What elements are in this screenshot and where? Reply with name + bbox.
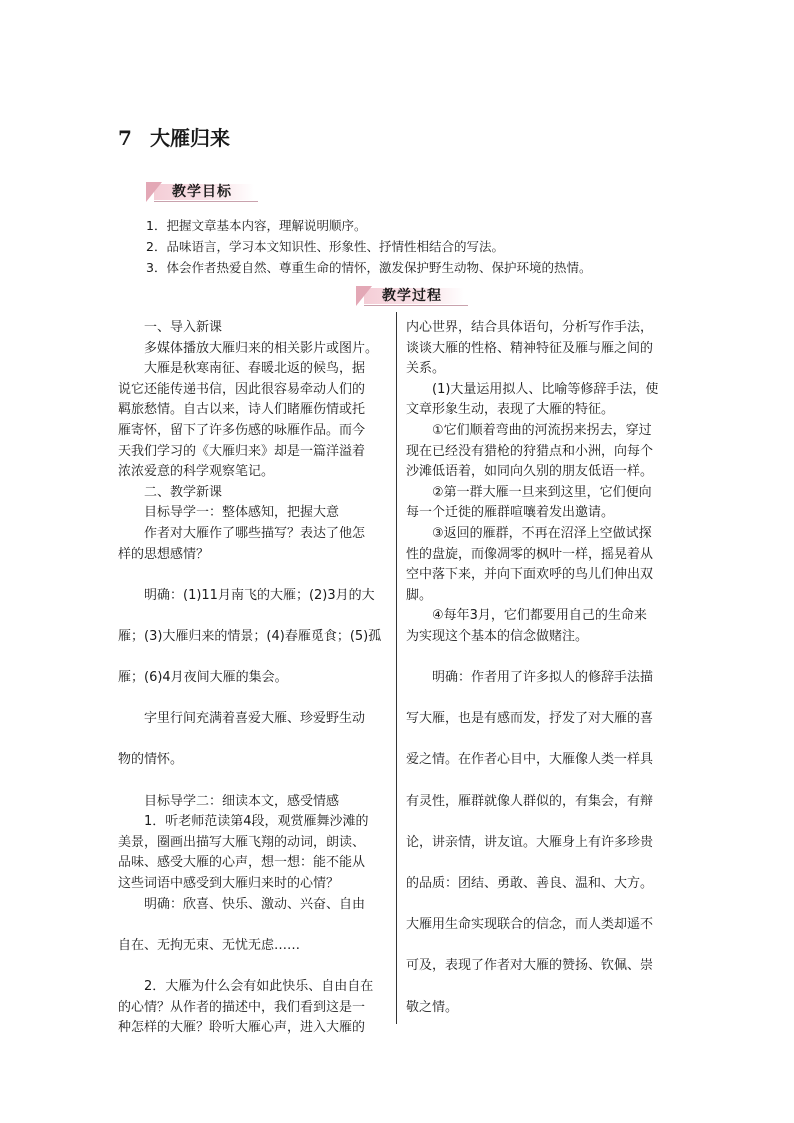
line-gap (406, 689, 682, 710)
line-gap (406, 648, 682, 669)
text-line: 每一个迁徙的雁群喧嚷着发出邀请。 (406, 505, 615, 521)
text-line: ①它们顺着弯曲的河流拐来拐去，穿过 (432, 422, 652, 438)
goal-item: 1．把握文章基本内容，理解说明顺序。 (146, 218, 367, 233)
left-column (118, 318, 388, 1039)
process-header: 教学过程 (382, 288, 442, 304)
line-gap (406, 853, 682, 874)
goal-item: 2．品味语言，学习本文知识性、形象性、抒情性相结合的写法。 (146, 239, 504, 254)
text-line: 爱之情。在作者心目中，大雁像人类一样具 (406, 752, 654, 768)
text-line: 论，讲亲情，讲友谊。大雁身上有许多珍贵 (406, 834, 654, 850)
text-line: 大雁用生命实现联合的信念，而人类却遥不 (406, 917, 654, 933)
line-gap (118, 730, 388, 751)
text-line: 现在已经没有猎枪的狩猎点和小洲，向每个 (406, 443, 654, 459)
text-line: (1)大量运用拟人、比喻等修辞手法，使 (432, 381, 659, 397)
text-line: 明确：欣喜、快乐、激动、兴奋、自由 (144, 896, 366, 912)
text-line: 多媒体播放大雁归来的相关影片或图片。 (144, 340, 379, 356)
line-gap (118, 565, 388, 586)
text-line: 可及，表现了作者对大雁的赞扬、钦佩、崇 (406, 958, 654, 974)
text-line: 目标导学二：细读本文，感受情感 (144, 793, 340, 809)
right-column (406, 318, 682, 1018)
line-gap (406, 895, 682, 916)
text-line: ④每年3月，它们都要用自己的生命来 (432, 608, 647, 624)
text-line: 1．听老师范读第4段，观赏雁舞沙滩的 (144, 814, 369, 830)
text-line: 内心世界，结合具体语句，分析写作手法， (406, 320, 654, 335)
text-line: 2．大雁为什么会有如此快乐、自由自在 (144, 979, 374, 994)
text-line: 种怎样的大雁？聆听大雁心声，进入大雁的 (118, 1020, 366, 1036)
text-line: 浓浓爱意的科学观察笔记。 (118, 464, 275, 480)
text-line: 美景，圈画出描写大雁飞翔的动词，朗读、 (118, 834, 366, 850)
column-divider (396, 312, 397, 1024)
line-gap (406, 977, 682, 998)
text-line: 雁；(3)大雁归来的情景；(4)春雁觅食；(5)孤 (118, 628, 382, 644)
text-line: 字里行间充满着喜爱大雁、珍爱野生动 (144, 711, 366, 727)
line-gap (118, 689, 388, 710)
line-gap (118, 956, 388, 977)
text-line: 雁寄怀，留下了许多伤感的咏雁作品。而今 (118, 422, 366, 438)
text-line: 文章形象生动，表现了大雁的特征。 (406, 402, 615, 418)
text-line: 一、导入新课 (144, 320, 223, 335)
text-line: ②第一群大雁一旦来到这里，它们便向 (432, 484, 652, 500)
text-line: 物的情怀。 (118, 752, 184, 768)
text-line: ③返回的雁群，不再在沼泽上空做试探 (432, 525, 652, 541)
text-line: 沙滩低语着，如同向久别的朋友低语一样。 (406, 464, 654, 480)
line-gap (118, 648, 388, 669)
text-line: 明确：作者用了许多拟人的修辞手法描 (432, 670, 654, 686)
text-line: 这些词语中感受到大雁归来时的心情？ (118, 876, 340, 892)
text-line: 羁旅愁情。自古以来，诗人们睹雁伤情或托 (118, 402, 366, 418)
lesson-title (118, 122, 230, 151)
text-line: 空中落下来，并向下面欢呼的鸟儿们伸出双 (406, 567, 654, 583)
text-line: 天我们学习的《大雁归来》却是一篇洋溢着 (118, 443, 366, 459)
line-gap (406, 812, 682, 833)
text-line: 的品质：团结、勇敢、善良、温和、大方。 (406, 876, 654, 892)
process-banner (356, 286, 466, 306)
text-line: 作者对大雁作了哪些描写？表达了他怎 (144, 525, 366, 541)
text-line: 谈谈大雁的性格、精神特征及雁与雁之间的 (406, 340, 654, 356)
text-line: 说它还能传递书信，因此很容易牵动人们的 (118, 381, 366, 397)
banner-triangle (356, 286, 372, 306)
text-line: 写大雁，也是有感而发，抒发了对大雁的喜 (406, 711, 654, 727)
text-line: 敬之情。 (406, 999, 459, 1015)
line-gap (406, 936, 682, 957)
text-line: 目标导学一：整体感知，把握大意 (144, 505, 340, 521)
text-line: 品味、感受大雁的心声，想一想：能不能从 (118, 855, 366, 871)
banner-triangle (146, 182, 162, 202)
line-gap (118, 606, 388, 627)
lesson-title-text: 大雁归来 (150, 126, 230, 150)
text-line: 为实现这个基本的信念做赌注。 (406, 628, 589, 644)
text-line: 的心情？从作者的描述中，我们看到这是一 (118, 999, 366, 1015)
lesson-number: 7 (118, 126, 132, 150)
text-line: 关系。 (406, 361, 446, 377)
goals-banner (146, 182, 256, 202)
line-gap (118, 771, 388, 792)
goals-header: 教学目标 (172, 184, 232, 200)
text-line: 二、教学新课 (144, 484, 223, 500)
text-line: 性的盘旋，而像凋零的枫叶一样，摇晃着从 (406, 546, 654, 562)
line-gap (406, 730, 682, 751)
text-line: 脚。 (406, 587, 433, 603)
text-line: 样的思想感情？ (118, 546, 210, 562)
text-line: 大雁是秋寒南征、春暖北返的候鸟，据 (144, 361, 366, 377)
text-line: 明确：(1)11月南飞的大雁；(2)3月的大 (144, 587, 375, 603)
text-line: 雁；(6)4月夜间大雁的集会。 (118, 670, 288, 686)
text-line: 有灵性，雁群就像人群似的，有集会，有辩 (406, 793, 654, 809)
goal-item: 3．体会作者热爱自然、尊重生命的情怀，激发保护野生动物、保护环境的热情。 (146, 260, 592, 275)
line-gap (406, 771, 682, 792)
text-line: 自在、无拘无束、无忧无虑…… (118, 937, 301, 953)
line-gap (118, 915, 388, 936)
